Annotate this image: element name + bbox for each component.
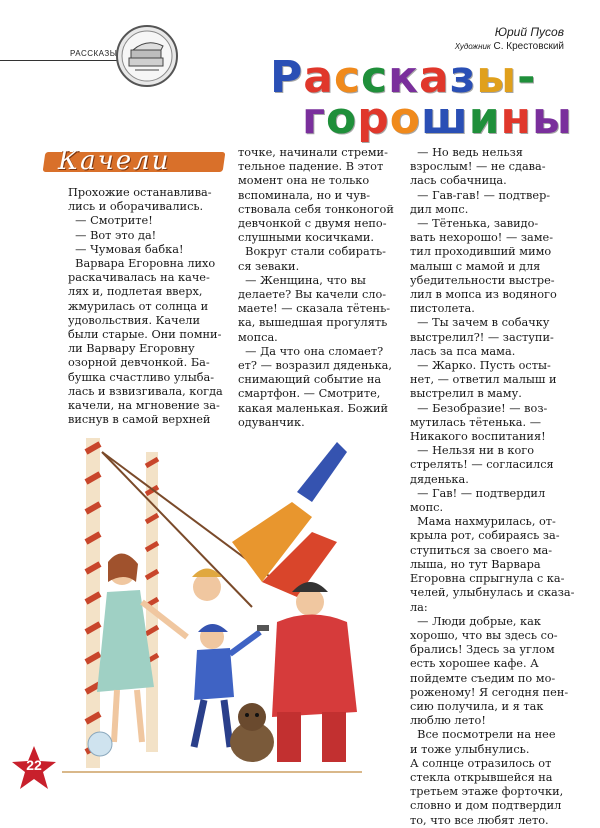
text-line: — Смотрите!	[68, 214, 153, 228]
text-line: — Жарко. Пусть осты-	[410, 359, 551, 373]
title-letter: а	[419, 52, 450, 103]
title-letter: с	[333, 52, 362, 103]
text-line: ет? — возразил дяденька,	[238, 359, 393, 373]
text-line: — Люди добрые, как	[410, 614, 541, 628]
books-badge-icon	[115, 24, 179, 88]
text-line: есть хорошее кафе. А	[410, 657, 539, 671]
title-letter: с	[361, 52, 389, 103]
text-line: выстрелил в маму.	[410, 387, 522, 401]
grandma-on-swing	[192, 442, 347, 601]
text-line: Вокруг стали собирать-	[238, 245, 386, 259]
title-letter: к	[388, 52, 420, 103]
text-line: точке, начинали стреми-	[238, 146, 388, 159]
text-line: ствовала себя тонконогой	[238, 202, 394, 216]
text-line: Егоровна спрыгнула с ка-	[410, 572, 565, 586]
text-line: взрослым! — не сдава-	[410, 160, 546, 174]
text-line: мопс.	[410, 501, 444, 515]
illustrator-credit	[455, 41, 564, 52]
title-letter: о	[389, 93, 421, 144]
text-line: ступиться за своего ма-	[410, 543, 553, 557]
illustrator-name: С. Крестовский	[493, 41, 564, 52]
text-line: пистолета.	[410, 302, 475, 316]
title-letter: н	[500, 93, 532, 144]
illustrator-label: Художник	[454, 42, 491, 51]
text-line: озорной девчонкой. Ба-	[68, 356, 210, 370]
story-title	[44, 144, 224, 178]
text-line: тельное падение. В этот	[238, 160, 384, 174]
text-line: лась за пса мама.	[410, 344, 516, 358]
text-line: смартфон. — Смотрите,	[238, 387, 381, 401]
text-line: стекла открывшейся на	[410, 770, 553, 784]
text-line: какая маленькая. Божий	[238, 401, 389, 415]
text-line: и тоже улыбнулись.	[410, 742, 530, 756]
text-line: выстрелил?! — заступи-	[410, 330, 554, 344]
text-line: снимающий событие на	[238, 373, 382, 387]
text-line: — Тётенька, завидо-	[410, 217, 539, 231]
text-line: — Но ведь нельзя	[410, 146, 523, 159]
text-line: убедительности выстре-	[410, 273, 555, 287]
title-letter: г	[302, 93, 326, 144]
pug-dog	[230, 703, 274, 762]
title-letter: р	[357, 93, 390, 144]
title-letter: ы	[476, 52, 518, 103]
text-line: пойдемте съедим по мо-	[410, 671, 556, 685]
text-line: лась собачница.	[410, 174, 507, 188]
text-line: — Нельзя ни в кого	[410, 444, 534, 458]
text-column-2	[238, 146, 408, 430]
text-line: — Безобразие! — воз-	[410, 401, 548, 415]
text-line: маете! — сказала тётень-	[238, 302, 391, 316]
text-line: нет, — ответил малыш и	[410, 373, 557, 387]
title-letter: Р	[270, 52, 304, 103]
text-line: словно и дом подтвердил	[410, 799, 562, 813]
text-line: раскачивалась на каче-	[68, 271, 210, 285]
text-line: — Вот это да!	[68, 228, 157, 242]
text-line: лях и, подлетая вверх,	[68, 285, 203, 299]
text-line: девчонкой с двумя непо-	[238, 217, 387, 231]
text-line: лил в мопса из водяного	[410, 288, 557, 302]
ball	[88, 732, 112, 756]
text-line: делаете? Вы качели сло-	[238, 288, 387, 302]
title-letter: а	[303, 52, 334, 103]
text-line: слушными косичками.	[238, 231, 374, 245]
text-line: — Женщина, что вы	[238, 273, 366, 287]
swing-post-right	[146, 452, 158, 752]
text-line: вспоминала, но и чув-	[238, 188, 371, 202]
text-line: удовольствия. Качели	[68, 313, 201, 327]
text-line: — Гав-гав! — подтвер-	[410, 188, 551, 202]
text-line: то, что все любят лето.	[410, 813, 549, 827]
text-line: виснув в самой верхней	[68, 413, 211, 427]
page-number: 22	[26, 757, 42, 773]
text-line: ся зеваки.	[238, 259, 300, 273]
swing-illustration	[62, 432, 362, 802]
section-label: РАССКАЗЫ	[70, 49, 118, 58]
text-line: хорошо, что вы здесь со-	[410, 628, 558, 642]
text-line: ка, вышедшая прогулять	[238, 316, 388, 330]
text-line: стрелять! — согласился	[410, 458, 554, 472]
text-line: дил мопс.	[410, 202, 469, 216]
text-line: Все посмотрели на нее	[410, 728, 556, 742]
story-title-text: Качели	[58, 146, 171, 176]
text-line: — Гав! — подтвердил	[410, 486, 546, 500]
swing-post-left	[86, 438, 100, 768]
text-line: качели, на мгновение за-	[68, 399, 220, 413]
text-line: одуванчик.	[238, 415, 305, 429]
text-line: люблю лето!	[410, 714, 486, 728]
text-line: мопса.	[238, 330, 278, 344]
text-line: — Чумовая бабка!	[68, 242, 184, 256]
text-line: — Да что она сломает?	[238, 344, 384, 358]
text-line: крыла рот, собираясь за-	[410, 529, 560, 543]
title-letter: ш	[420, 93, 469, 144]
title-letter: и	[468, 93, 501, 144]
title-letter: ы	[531, 93, 573, 144]
text-line: тил проходивший мимо	[410, 245, 552, 259]
text-line: Варвара Егоровна лихо	[68, 257, 216, 271]
text-line: Никакого воспитания!	[410, 430, 546, 444]
text-line: роженому! Я сегодня пен-	[410, 685, 569, 699]
text-line: — Ты зачем в собачку	[410, 316, 550, 330]
woman-in-green	[97, 553, 187, 742]
text-line: лась и взвизгивала, когда	[68, 384, 223, 398]
text-line: ли Варвару Егоровну	[68, 342, 195, 356]
text-line: сию получила, и я так	[410, 699, 544, 713]
text-line: момент она не только	[238, 174, 370, 188]
text-line: лыша, но тут Варвара	[410, 557, 541, 571]
text-line: Мама нахмурилась, от-	[410, 515, 556, 529]
text-line: брались! Здесь за углом	[410, 643, 555, 657]
text-line: Прохожие останавлива-	[68, 186, 212, 199]
title-letter: з	[449, 52, 477, 103]
text-line: мутилась тётенька. —	[410, 415, 542, 429]
text-line: малыш с мамой и для	[410, 259, 541, 273]
text-line: дяденька.	[410, 472, 469, 486]
author-name: Юрий Пусов	[494, 25, 564, 39]
text-line: третьем этаже форточки,	[410, 785, 564, 799]
text-line: вать нехорошо! — заме-	[410, 231, 554, 245]
title-letter: о	[326, 93, 358, 144]
text-line: ла:	[410, 600, 428, 614]
section-divider	[0, 60, 124, 61]
title-letter: -	[517, 52, 537, 103]
text-line: бушка счастливо улыба-	[68, 370, 215, 384]
text-line: лись и оборачивались.	[68, 200, 204, 214]
text-line: были старые. Они помни-	[68, 328, 222, 342]
text-column-3	[410, 146, 590, 828]
text-line: А солнце отразилось от	[410, 756, 552, 770]
text-line: челей, улыбнулась и сказа-	[410, 586, 575, 600]
title-line-2	[302, 93, 573, 144]
text-line: жмурилась от солнца и	[68, 299, 209, 313]
man-in-red	[272, 582, 357, 762]
text-column-1	[68, 186, 233, 427]
